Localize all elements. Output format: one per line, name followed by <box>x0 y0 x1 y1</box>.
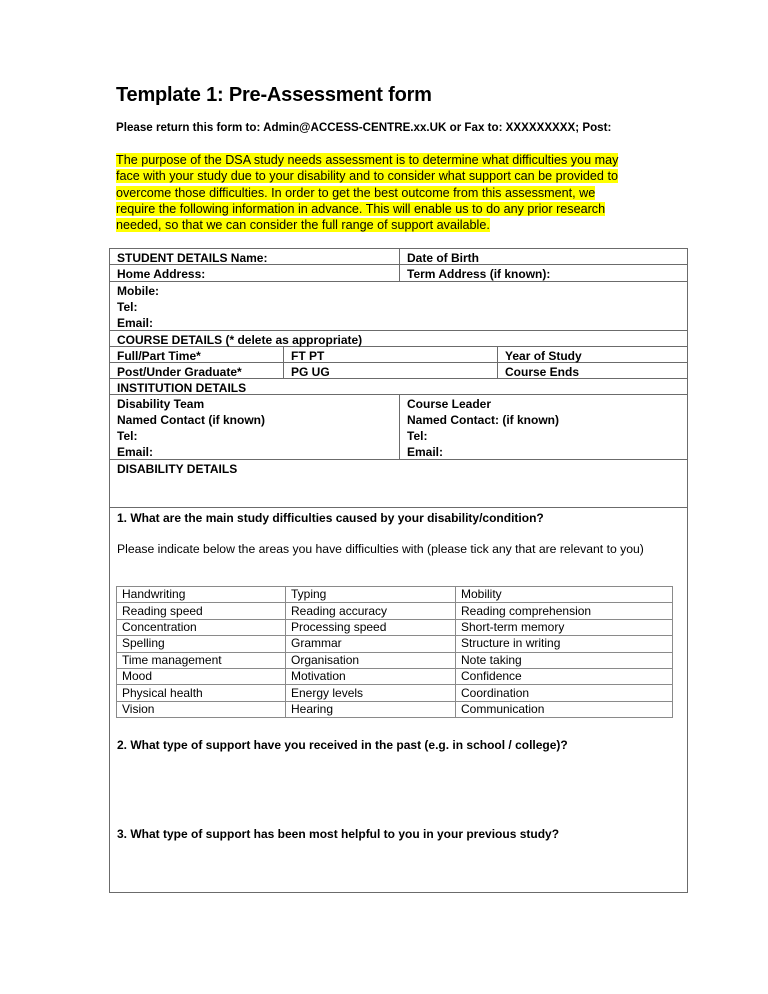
course-details-heading: COURSE DETAILS (* delete as appropriate) <box>117 333 363 347</box>
checklist-item[interactable]: Communication <box>456 701 673 717</box>
checklist-item[interactable]: Vision <box>117 701 286 717</box>
student-contact-row <box>110 282 687 331</box>
term-address-field[interactable] <box>399 265 687 281</box>
checklist-item[interactable]: Motivation <box>286 668 456 684</box>
question-1-note: Please indicate below the areas you have difficulties with (please tick any that are relevant to you) <box>117 542 644 556</box>
checklist-row <box>117 636 673 652</box>
checklist-item[interactable]: Organisation <box>286 652 456 668</box>
checklist-item[interactable]: Coordination <box>456 685 673 701</box>
question-1: 1. What are the main study difficulties caused by your disability/condition? <box>117 511 544 525</box>
tel-label: Tel: <box>117 429 138 443</box>
checklist-item[interactable]: Handwriting <box>117 587 286 603</box>
checklist-item[interactable]: Processing speed <box>286 619 456 635</box>
checklist-row <box>117 587 673 603</box>
disability-team-label: Disability Team <box>117 397 205 411</box>
email-label: Email: <box>407 445 444 459</box>
full-part-time-label: Full/Part Time* <box>117 349 201 363</box>
year-of-study-field[interactable]: Year of Study <box>497 347 687 362</box>
named-contact-label: Named Contact: (if known) <box>407 413 559 427</box>
checklist-row <box>117 652 673 668</box>
checklist-item[interactable]: Grammar <box>286 636 456 652</box>
email-label: Email: <box>117 316 154 330</box>
post-under-graduate-label: Post/Under Graduate* <box>117 365 242 379</box>
disability-details-row <box>110 460 687 508</box>
checklist-item[interactable]: Typing <box>286 587 456 603</box>
checklist-item[interactable]: Reading comprehension <box>456 603 673 619</box>
checklist-item[interactable]: Short-term memory <box>456 619 673 635</box>
checklist-item[interactable]: Structure in writing <box>456 636 673 652</box>
intro-line: overcome those difficulties. In order to get the best outcome from this assessment, we <box>116 185 596 200</box>
checklist-row <box>117 603 673 619</box>
checklist-item[interactable]: Reading speed <box>117 603 286 619</box>
checklist-row <box>117 685 673 701</box>
course-row <box>110 363 687 379</box>
institution-contacts-row <box>110 395 687 460</box>
disability-details-field[interactable] <box>110 460 687 507</box>
home-address-field[interactable] <box>110 265 399 281</box>
intro-line: face with your study due to your disability and to consider what support can be provided to <box>116 169 618 184</box>
full-part-time-options[interactable]: FT PT <box>283 347 497 362</box>
question-2: 2. What type of support have you received in the past (e.g. in school / college)? <box>117 738 568 752</box>
checklist-row <box>117 668 673 684</box>
checklist-item[interactable]: Reading accuracy <box>286 603 456 619</box>
checklist-item[interactable]: Confidence <box>456 668 673 684</box>
intro-line: require the following information in advance. This will enable us to do any prior research <box>116 201 606 216</box>
checklist-item[interactable]: Note taking <box>456 652 673 668</box>
course-leader-field[interactable] <box>399 395 687 459</box>
course-leader-label: Course Leader <box>407 397 492 411</box>
disability-details-heading: DISABILITY DETAILS <box>117 462 238 476</box>
email-label: Email: <box>117 445 154 459</box>
student-name-row <box>110 249 687 265</box>
pre-assessment-form-table <box>109 248 688 893</box>
student-contact-field[interactable] <box>110 282 687 330</box>
student-name-field[interactable] <box>110 249 399 264</box>
checklist-item[interactable]: Energy levels <box>286 685 456 701</box>
named-contact-label: Named Contact (if known) <box>117 413 266 427</box>
institution-details-heading-row <box>110 379 687 395</box>
course-ends-field[interactable]: Course Ends <box>497 363 687 378</box>
checklist-item[interactable]: Physical health <box>117 685 286 701</box>
date-of-birth-label: Date of Birth <box>407 251 479 265</box>
institution-details-heading: INSTITUTION DETAILS <box>117 381 247 395</box>
disability-team-field[interactable] <box>110 395 399 459</box>
return-instructions: Please return this form to: Admin@ACCESS-CENTRE.xx.UK or Fax to: XXXXXXXXX; Post: <box>116 121 612 134</box>
checklist-item[interactable]: Hearing <box>286 701 456 717</box>
question-3-answer-area[interactable] <box>110 846 687 892</box>
home-address-label: Home Address: <box>117 267 206 281</box>
student-name-label: STUDENT DETAILS Name: <box>117 251 268 265</box>
intro-line: The purpose of the DSA study needs assessment is to determine what difficulties you may <box>116 153 619 167</box>
address-row <box>110 265 687 282</box>
date-of-birth-field[interactable] <box>399 249 687 264</box>
course-row <box>110 347 687 363</box>
checklist-item[interactable]: Mood <box>117 668 286 684</box>
checklist-item[interactable]: Spelling <box>117 636 286 652</box>
checklist-item[interactable]: Mobility <box>456 587 673 603</box>
tel-label: Tel: <box>407 429 428 443</box>
question-2-answer-area[interactable] <box>110 757 687 817</box>
difficulties-checklist <box>116 586 673 718</box>
checklist-item[interactable]: Time management <box>117 652 286 668</box>
checklist-row <box>117 701 673 717</box>
checklist-item[interactable]: Concentration <box>117 619 286 635</box>
intro-paragraph <box>116 152 696 233</box>
question-3: 3. What type of support has been most helpful to you in your previous study? <box>117 827 560 841</box>
post-under-graduate-options[interactable]: PG UG <box>283 363 497 378</box>
page-title: Template 1: Pre-Assessment form <box>116 84 432 106</box>
course-details-heading-row <box>110 331 687 347</box>
mobile-label: Mobile: <box>117 284 159 298</box>
tel-label: Tel: <box>117 300 138 314</box>
term-address-label: Term Address (if known): <box>407 267 551 281</box>
intro-line: needed, so that we can consider the full range of support available. <box>116 218 490 233</box>
checklist-row <box>117 619 673 635</box>
